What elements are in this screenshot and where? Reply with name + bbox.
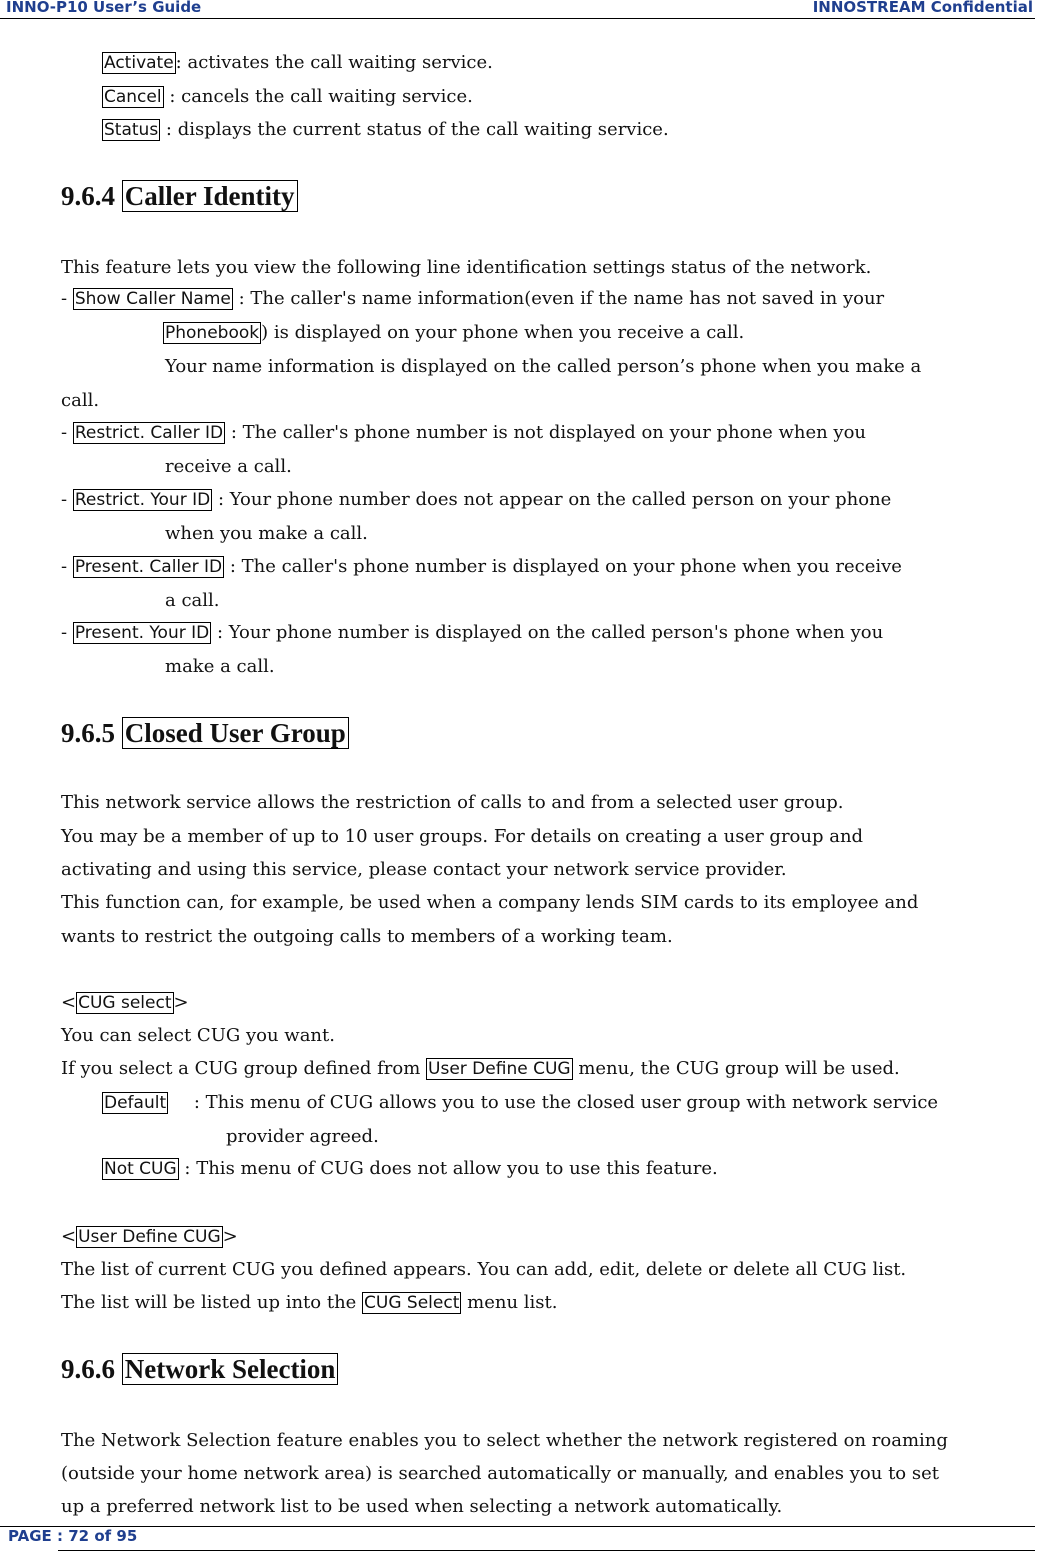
item-show-caller-name-line2: Phonebook ) is displayed on your phone when you receive a call.: [165, 322, 745, 343]
cug-select-line-1: You can select CUG you want.: [61, 1025, 335, 1046]
header-confidential: INNOSTREAM Confidential: [812, 0, 1033, 16]
cug-paragraph-2: You may be a member of up to 10 user groups. For details on creating a user group and: [61, 826, 864, 847]
item-restrict-caller-id: - Restrict. Caller ID : The caller's phone number is not displayed on your phone when you: [61, 422, 867, 443]
item-present-caller-id: - Present. Caller ID : The caller's phone number is displayed on your phone when you receive: [61, 556, 902, 577]
cug-select-heading: < CUG select >: [61, 992, 189, 1013]
term-not-cug: Not CUG: [104, 1159, 177, 1179]
footer-rule-top: [0, 1526, 1035, 1527]
caller-identity-intro: This feature lets you view the following line identification settings status of the network.: [61, 257, 872, 278]
item-show-caller-name: - Show Caller Name : The caller's name information(even if the name has not saved in your: [61, 288, 885, 309]
heading-network-selection: 9.6.6 Network Selection: [61, 1352, 338, 1386]
cug-paragraph-1: This network service allows the restriction of calls to and from a selected user group.: [61, 792, 844, 813]
term-activate: Activate: [104, 53, 174, 73]
waiting-cancel: Cancel : cancels the call waiting service.: [104, 86, 473, 107]
item-default: Default : This menu of CUG allows you to use the closed user group with network service: [104, 1092, 939, 1113]
item-show-caller-name-line4: call.: [61, 390, 100, 411]
network-paragraph-1: The Network Selection feature enables you to select whether the network registered on roaming: [61, 1430, 948, 1451]
cug-paragraph-3: activating and using this service, please contact your network service provider.: [61, 859, 787, 880]
user-define-line-2: The list will be listed up into the CUG Select menu list.: [61, 1292, 558, 1313]
user-define-cug-heading: < User Define CUG >: [61, 1226, 238, 1247]
item-present-your-id: - Present. Your ID : Your phone number is displayed on the called person's phone when you: [61, 622, 884, 643]
waiting-status: Status : displays the current status of the call waiting service.: [104, 119, 669, 140]
item-restrict-your-id: - Restrict. Your ID : Your phone number does not appear on the called person on your phone: [61, 489, 892, 510]
item-present-caller-id-line2: a call.: [165, 590, 220, 611]
user-define-line-1: The list of current CUG you defined appears. You can add, edit, delete or delete all CUG list.: [61, 1259, 907, 1280]
term-restrict-caller-id: Restrict. Caller ID: [74, 423, 224, 443]
item-restrict-caller-id-line2: receive a call.: [165, 456, 292, 477]
heading-closed-user-group: 9.6.5 Closed User Group: [61, 716, 349, 750]
cug-select-line-2: If you select a CUG group defined from User Define CUG menu, the CUG group will be used.: [61, 1058, 900, 1079]
term-cug-select: CUG select: [78, 993, 172, 1013]
page-header: [0, 0, 1035, 19]
waiting-activate: Activate : activates the call waiting service.: [104, 52, 493, 73]
term-user-define-cug: User Define CUG: [428, 1059, 571, 1079]
term-show-caller-name: Show Caller Name: [74, 289, 231, 309]
term-present-caller-id: Present. Caller ID: [74, 557, 223, 577]
header-doc-title: INNO-P10 User’s Guide: [6, 0, 202, 16]
network-paragraph-3: up a preferred network list to be used when selecting a network automatically.: [61, 1496, 783, 1517]
heading-caller-identity: 9.6.4 Caller Identity: [61, 179, 298, 213]
term-cancel: Cancel: [104, 87, 162, 107]
item-present-your-id-line2: make a call.: [165, 656, 275, 677]
term-cug-select-menu: CUG Select: [364, 1293, 460, 1313]
term-restrict-your-id: Restrict. Your ID: [74, 490, 211, 510]
cug-paragraph-4: This function can, for example, be used when a company lends SIM cards to its employee and: [61, 892, 919, 913]
term-default: Default: [104, 1093, 167, 1113]
page-number: PAGE : 72 of 95: [8, 1527, 138, 1545]
network-paragraph-2: (outside your home network area) is searched automatically or manually, and enables you to set: [61, 1463, 939, 1484]
term-status: Status: [104, 120, 159, 140]
term-user-define-cug-heading: User Define CUG: [78, 1227, 221, 1247]
cug-paragraph-5: wants to restrict the outgoing calls to members of a working team.: [61, 926, 673, 947]
term-phonebook: Phonebook: [165, 323, 260, 343]
item-restrict-your-id-line2: when you make a call.: [165, 523, 368, 544]
term-present-your-id: Present. Your ID: [74, 623, 210, 643]
item-default-line2: provider agreed.: [226, 1126, 379, 1147]
item-show-caller-name-line3: Your name information is displayed on the called person’s phone when you make a: [165, 356, 922, 377]
item-not-cug: Not CUG : This menu of CUG does not allow you to use this feature.: [104, 1158, 718, 1179]
